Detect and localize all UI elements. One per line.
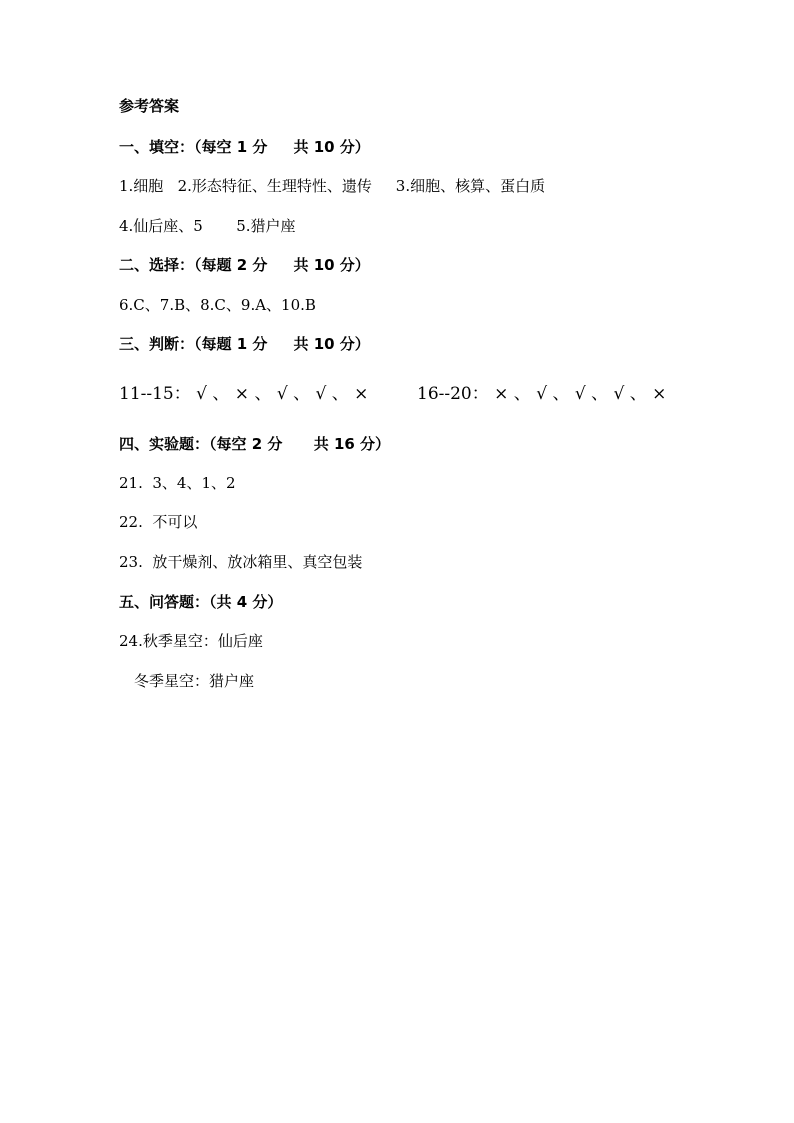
- judge-answers-11-15: 11--15： √ 、 × 、 √ 、 √ 、 ×: [119, 384, 369, 404]
- fill-answers-line-2: 4.仙后座、5 5.猎户座: [119, 217, 296, 235]
- answer-24-winter: 冬季星空：猎户座: [134, 672, 255, 690]
- section-qa-heading: 五、问答题：（共 4 分）: [119, 593, 283, 611]
- section-experiment-heading: 四、实验题：（每空 2 分 共 16 分）: [119, 435, 391, 453]
- section-choice-heading: 二、选择：（每题 2 分 共 10 分）: [119, 256, 370, 274]
- section-fill-heading: 一、填空：（每空 1 分 共 10 分）: [119, 138, 370, 156]
- answer-21: 21. 3、4、1、2: [119, 474, 236, 492]
- answer-22: 22. 不可以: [119, 513, 198, 531]
- page-title: 参考答案: [119, 97, 180, 115]
- section-judge-heading: 三、判断：（每题 1 分 共 10 分）: [119, 335, 370, 353]
- choice-answers: 6.C、7.B、8.C、9.A、10.B: [119, 296, 316, 314]
- answer-24-autumn: 24.秋季星空：仙后座: [119, 632, 263, 650]
- judge-answers-16-20: 16--20： × 、 √ 、 √ 、 √ 、 ×: [417, 384, 667, 404]
- judge-answers: [119, 384, 719, 406]
- answer-23: 23. 放干燥剂、放冰箱里、真空包装: [119, 553, 363, 571]
- fill-answers-line-1: 1.细胞 2.形态特征、生理特性、遗传 3.细胞、核算、蛋白质: [119, 177, 546, 195]
